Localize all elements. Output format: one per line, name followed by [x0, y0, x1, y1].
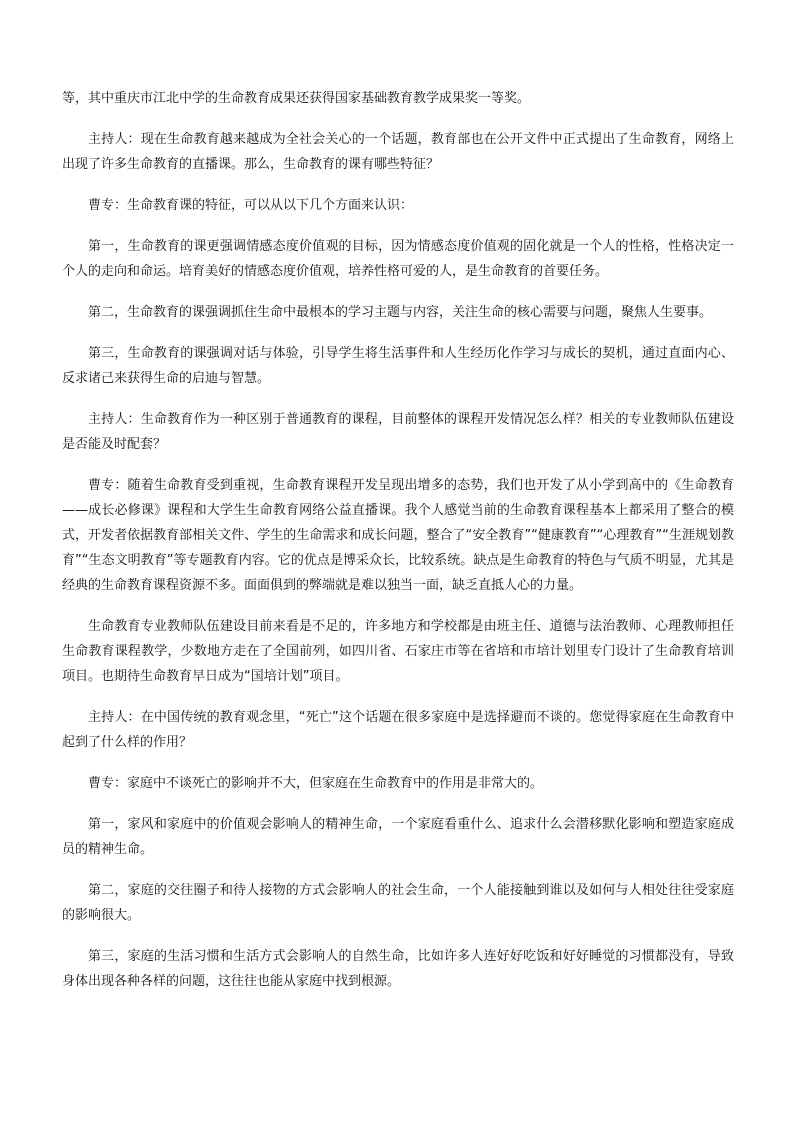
expert-answer-paragraph: 曹专：家庭中不谈死亡的影响并不大，但家庭在生命教育中的作用是非常大的。 — [88, 776, 544, 791]
host-question-paragraph: 主持人：生命教育作为一种区别于普通教育的课程，目前整体的课程开发情况怎么样？相关的专业教师队伍建设是否能及时配套？ — [62, 412, 734, 452]
host-question-paragraph: 主持人：在中国传统的教育观念里，“死亡”这个话题在很多家庭中是选择避而不谈的。您觉得家庭在生命教育中起到了什么样的作用？ — [62, 710, 734, 750]
point-paragraph: 第二，家庭的交往圈子和待人接物的方式会影响人的社会生命，一个人能接触到谁以及如何与人相处往往受家庭的影响很大。 — [62, 883, 734, 923]
expert-answer-paragraph: 曹专：生命教育课的特征，可以从以下几个方面来认识： — [88, 198, 414, 213]
host-question-paragraph: 主持人：现在生命教育越来越成为全社会关心的一个话题，教育部也在公开文件中正式提出了生命教育，网络上出现了许多生命教育的直播课。那么，生命教育的课有哪些特征？ — [62, 132, 734, 172]
point-paragraph: 第一，家风和家庭中的价值观会影响人的精神生命，一个家庭看重什么、追求什么会潜移默化影响和塑造家庭成员的精神生命。 — [62, 817, 734, 857]
point-paragraph: 第一，生命教育的课更强调情感态度价值观的目标，因为情感态度价值观的固化就是一个人的性格，性格决定一个人的走向和命运。培育美好的情感态度价值观，培养性格可爱的人，是生命教育的首要任务。 — [62, 239, 734, 279]
point-paragraph: 第二，生命教育的课强调抓住生命中最根本的学习主题与内容，关注生命的核心需要与问题，聚焦人生要事。 — [88, 305, 713, 320]
point-paragraph: 第三，生命教育的课强调对话与体验，引导学生将生活事件和人生经历化作学习与成长的契机，通过直面内心、反求诸己来获得生命的启迪与智慧。 — [62, 346, 734, 386]
continuation-paragraph: 等，其中重庆市江北中学的生命教育成果还获得国家基础教育教学成果奖一等奖。 — [62, 91, 531, 106]
point-paragraph: 第三，家庭的生活习惯和生活方式会影响人的自然生命，比如许多人连好好吃饭和好好睡觉的习惯都没有，导致身体出现各种各样的问题，这往往也能从家庭中找到根源。 — [62, 949, 734, 989]
expert-answer-paragraph: 曹专：随着生命教育受到重视，生命教育课程开发呈现出增多的态势，我们也开发了从小学到高中的《生命教育——成长必修课》课程和大学生生命教育网络公益直播课。我个人感觉当前的生命教育课程基本上都采用了整合的模式，开发者依据教育部相关文件、学生的生命需求和成长问题，整合了“安全教育”“健康教育”“心理教育”“生涯规划教育”“生态文明教育”等专题教育内容。它的优点是博采众长，比较系统。缺点是生命教育的特色与气质不明显，尤其是经典的生命教育课程资源不多。面面俱到的弊端就是难以独当一面，缺乏直抵人心的力量。 — [62, 478, 734, 593]
body-paragraph: 生命教育专业教师队伍建设目前来看是不足的，许多地方和学校都是由班主任、道德与法治教师、心理教师担任生命教育课程教学，少数地方走在了全国前列，如四川省、石家庄市等在省培和市培计划里专门设计了生命教育培训项目。也期待生命教育早日成为“国培计划”项目。 — [62, 619, 734, 684]
document-body — [62, 86, 734, 1010]
